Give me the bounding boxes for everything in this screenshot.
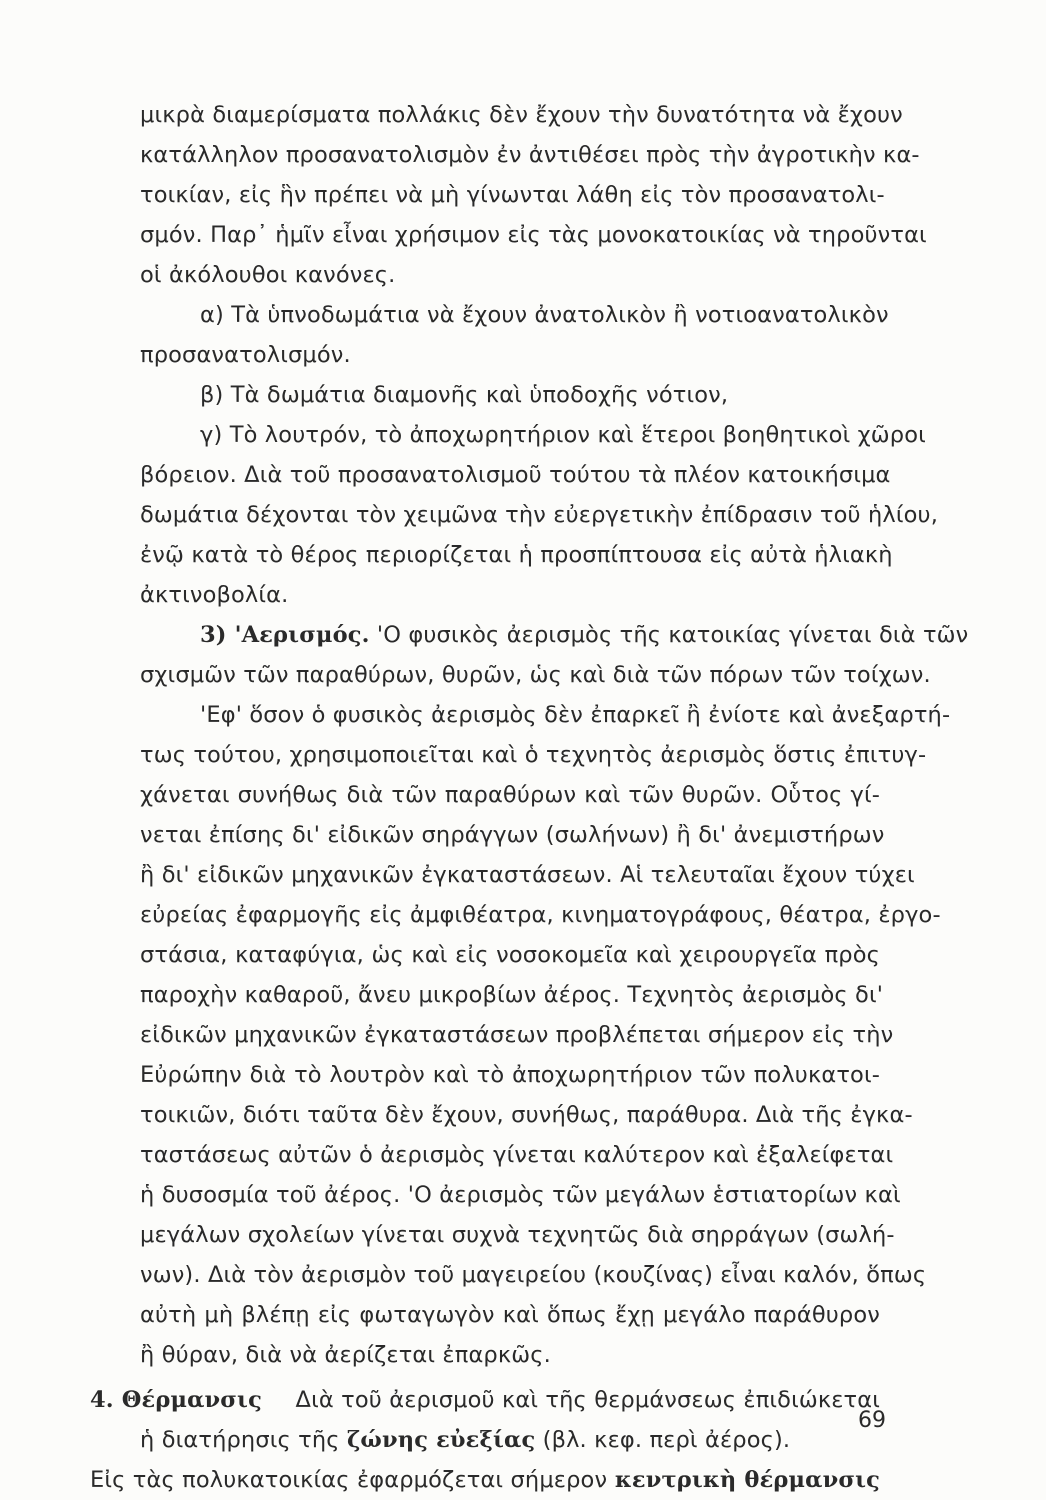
text-line	[140, 1420, 790, 1460]
text-line: ἢ θύραν, διὰ νὰ ἀερίζεται ἐπαρκῶς.	[140, 1342, 551, 1368]
text-line: τως τούτου, χρησιμοποιεῖται καὶ ὁ τεχνητὸς ἀερισμὸς ὅστις ἐπιτυγ-	[140, 742, 927, 768]
text-line: 'Εφ' ὅσον ὁ φυσικὸς ἀερισμὸς δὲν ἐπαρκεῖ ἢ ἐνίοτε καὶ ἀνεξαρτή-	[200, 702, 951, 728]
emphasis-term: ζώνης εὐεξίας	[346, 1427, 536, 1453]
text-run: Εἰς τὰς πολυκατοικίας ἐφαρμόζεται σήμερον	[90, 1467, 608, 1493]
text-run: Διὰ τοῦ ἀερισμοῦ καὶ τῆς θερμάνσεως ἐπιδιώκεται	[295, 1387, 880, 1413]
section-thermansis	[90, 1380, 880, 1420]
text-line: δωμάτια δέχονται τὸν χειμῶνα τὴν εὐεργετικὴν ἐπίδρασιν τοῦ ἡλίου,	[140, 502, 938, 528]
text-line: βόρειον. Διὰ τοῦ προσανατολισμοῦ τούτου τὰ πλέον κατοικήσιμα	[140, 462, 891, 488]
text-line: εἰδικῶν μηχανικῶν ἐγκαταστάσεων προβλέπεται σήμερον εἰς τὴν	[140, 1022, 894, 1048]
emphasis-term: κεντρικὴ θέρμανσις	[614, 1467, 880, 1493]
text-run: (βλ. κεφ. περὶ ἀέρος).	[542, 1427, 791, 1453]
text-line: μικρὰ διαμερίσματα πολλάκις δὲν ἔχουν τὴν δυνατότητα νὰ ἔχουν	[140, 102, 903, 128]
text-run: ἡ διατήρησις τῆς	[140, 1427, 340, 1453]
text-line: ἐνῷ κατὰ τὸ θέρος περιορίζεται ἡ προσπίπτουσα εἰς αὐτὰ ἡλιακὴ	[140, 542, 893, 568]
text-line: Εὐρώπην διὰ τὸ λουτρὸν καὶ τὸ ἀποχωρητήριον τῶν πολυκατοι-	[140, 1062, 880, 1088]
text-line	[90, 1460, 880, 1500]
text-line: σμόν. Παρ᾽ ἡμῖν εἶναι χρήσιμον εἰς τὰς μονοκατοικίας νὰ τηροῦνται	[140, 222, 927, 248]
list-item-b: β) Τὰ δωμάτια διαμονῆς καὶ ὑποδοχῆς νότιον,	[200, 382, 729, 408]
text-line: νεται ἐπίσης δι' εἰδικῶν σηράγγων (σωλήνων) ἢ δι' ἀνεμιστήρων	[140, 822, 885, 848]
list-item-a: α) Τὰ ὑπνοδωμάτια νὰ ἔχουν ἀνατολικὸν ἢ νοτιοανατολικὸν	[200, 302, 889, 328]
page-number: 69	[858, 1408, 886, 1433]
text-line: εὐρείας ἐφαρμογῆς εἰς ἀμφιθέατρα, κινηματογράφους, θέατρα, ἐργο-	[140, 902, 941, 928]
text-line: οἱ ἀκόλουθοι κανόνες.	[140, 262, 396, 288]
text-line: χάνεται συνήθως διὰ τῶν παραθύρων καὶ τῶν θυρῶν. Οὗτος γί-	[140, 782, 880, 808]
text-line: αὐτὴ μὴ βλέπῃ εἰς φωταγωγὸν καὶ ὅπως ἔχῃ μεγάλο παράθυρον	[140, 1302, 880, 1328]
text-line: παροχὴν καθαροῦ, ἄνευ μικροβίων ἀέρος. Τεχνητὸς ἀερισμὸς δι'	[140, 982, 884, 1008]
text-line: ἡ δυσοσμία τοῦ ἀέρος. 'Ο ἀερισμὸς τῶν μεγάλων ἑστιατορίων καὶ	[140, 1182, 901, 1208]
text-line: μεγάλων σχολείων γίνεται συχνὰ τεχνητῶς διὰ σηρράγων (σωλή-	[140, 1222, 895, 1248]
text-line: ἢ δι' εἰδικῶν μηχανικῶν ἐγκαταστάσεων. Αἱ τελευταῖαι ἔχουν τύχει	[140, 862, 915, 888]
text-line: νων). Διὰ τὸν ἀερισμὸν τοῦ μαγειρείου (κουζίνας) εἶναι καλόν, ὅπως	[140, 1262, 927, 1288]
section-heading: 4. Θέρμανσις	[90, 1387, 262, 1413]
text-line: ἀκτινοβολία.	[140, 582, 289, 608]
text-line: στάσια, καταφύγια, ὡς καὶ εἰς νοσοκομεῖα καὶ χειρουργεῖα πρὸς	[140, 942, 880, 968]
text-line: σχισμῶν τῶν παραθύρων, θυρῶν, ὡς καὶ διὰ τῶν πόρων τῶν τοίχων.	[140, 662, 931, 688]
section-aerismos	[200, 615, 968, 655]
text-line: προσανατολισμόν.	[140, 342, 351, 368]
text-line: ταστάσεως αὐτῶν ὁ ἀερισμὸς γίνεται καλύτερον καὶ ἐξαλείφεται	[140, 1142, 894, 1168]
text-line: τοικιῶν, διότι ταῦτα δὲν ἔχουν, συνήθως, παράθυρα. Διὰ τῆς ἐγκα-	[140, 1102, 913, 1128]
text-run: 'Ο φυσικὸς ἀερισμὸς τῆς κατοικίας γίνεται διὰ τῶν	[376, 622, 969, 648]
section-heading: 3) 'Αερισμός.	[200, 622, 370, 648]
text-line: κατάλληλον προσανατολισμὸν ἐν ἀντιθέσει πρὸς τὴν ἀγροτικὴν κα-	[140, 142, 920, 168]
text-line: τοικίαν, εἰς ἣν πρέπει νὰ μὴ γίνωνται λάθη εἰς τὸν προσανατολι-	[140, 182, 885, 208]
list-item-c: γ) Τὸ λουτρόν, τὸ ἀποχωρητήριον καὶ ἕτεροι βοηθητικοὶ χῶροι	[200, 422, 926, 448]
